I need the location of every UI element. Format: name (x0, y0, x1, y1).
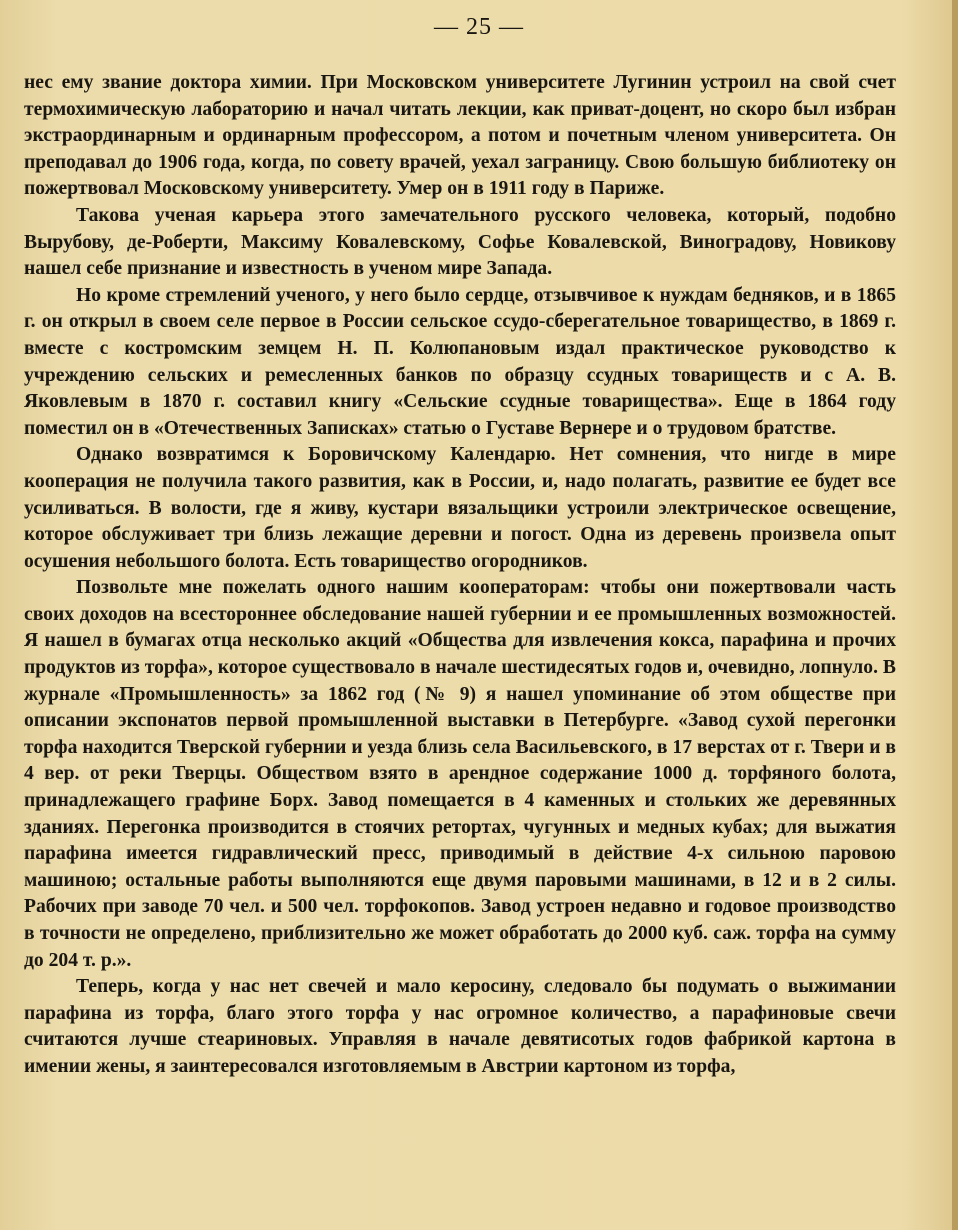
paragraph-3: Но кроме стремлений ученого, у него было сердце, отзывчивое к нуждам бедняков, и в 1865 г. он открыл в своем селе первое в России сельское ссудо-сберегательное товарищество, в 1869 г. вместе с костромским земцем Н. П. Колюпановым издал практическое руководство к учреждению сельских и ремесленных банков по образцу ссудных товариществ и с А. В. Яковлевым в 1870 г. составил книгу «Сельские ссудные товарищества». Еще в 1864 году поместил он в «Отечественных Записках» статью о Густаве Вернере и о трудовом братстве. (24, 284, 896, 439)
paragraph-1: нес ему звание доктора химии. При Московском университете Лугинин устроил на свой счет термохимическую лабораторию и начал читать лекции, как приват-доцент, но скоро был избран экстраординарным и ординарным профессором, а потом и почетным членом университета. Он преподавал до 1906 года, когда, по совету врачей, уехал заграницу. Свою большую библиотеку он пожертвовал Московскому университету. Умер он в 1911 году в Париже. (24, 72, 896, 200)
body-text (24, 70, 896, 1081)
paragraph-6: Теперь, когда у нас нет свечей и мало керосину, следовало бы подумать о выжимании парафина из торфа, благо этого торфа у нас огромное количество, а парафиновые свечи считаются лучше стеариновых. Управляя в начале девятисотых годов фабрикой картона в имении жены, я заинтересовался изготовляемым в Австрии картоном из торфа, (24, 976, 896, 1077)
page-number: — 25 — (434, 14, 524, 40)
paragraph-5: Позвольте мне пожелать одного нашим кооператорам: чтобы они пожертвовали часть своих доходов на всестороннее обследование нашей губернии и ее промышленных возможностей. Я нашел в бумагах отца несколько акций «Общества для извлечения кокса, парафина и прочих продуктов из торфа», которое существовало в начале шестидесятых годов и, очевидно, лопнуло. В журнале «Промышленность» за 1862 год (№ 9) я нашел упоминание об этом обществе при описании экспонатов первой промышленной выставки в Петербурге. «Завод сухой перегонки торфа находится Тверской губернии и уезда близь села Васильевского, в 17 верстах от г. Твери и в 4 вер. от реки Тверцы. Обществом взято в арендное содержание 1000 д. торфяного болота, принадлежащего графине Борх. Завод помещается в 4 каменных и стольких же деревянных зданиях. Перегонка производится в стоячих ретортах, чугунных и медных кубах; для выжатия парафина имеется гидравлический пресс, приводимый в действие 4-х сильною паровою машиною; остальные работы выполняются еще двумя паровыми машинами, в 12 и в 2 силы. Рабочих при заводе 70 чел. и 500 чел. торфокопов. Завод устроен недавно и годовое производство в точности не определено, приблизительно же может обработать до 2000 куб. саж. торфа на сумму до 204 т. р.». (24, 577, 896, 971)
paragraph-2: Такова ученая карьера этого замечательного русского человека, который, подобно Вырубову, де-Роберти, Максиму Ковалевскому, Софье Ковалевской, Виноградову, Новикову нашел себе признание и известность в ученом мире Запада. (24, 204, 896, 280)
paragraph-4: Однако возвратимся к Боровичскому Календарю. Нет сомнения, что нигде в мире кооперация не получила такого развития, как в России, и, надо полагать, развитие ее будет все усиливаться. В волости, где я живу, кустари вязальщики устроили электрическое освещение, которое обслуживает три близь лежащие деревни и погост. Одна из деревень произвела опыт осушения небольшого болота. Есть товарищество огородников. (24, 444, 896, 572)
page-edge-shadow (952, 0, 958, 1230)
